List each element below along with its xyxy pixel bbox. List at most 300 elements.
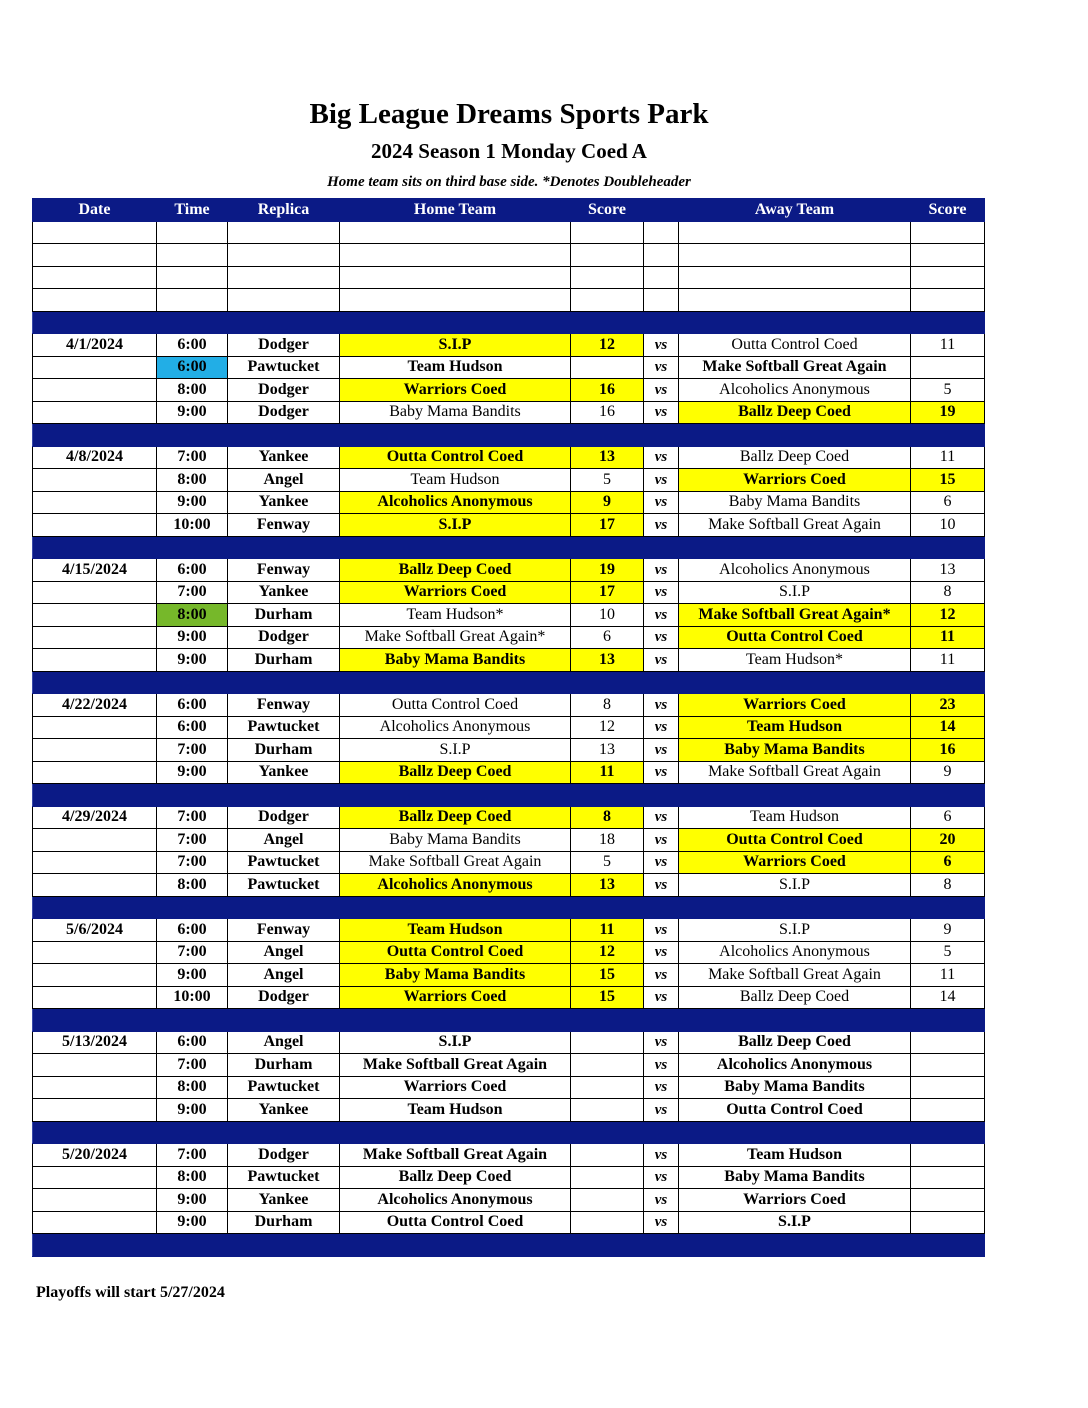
game-field: Pawtucket bbox=[228, 1076, 340, 1099]
game-time: 7:00 bbox=[157, 941, 228, 964]
column-header-replica: Replica bbox=[228, 199, 340, 222]
game-time: 8:00 bbox=[157, 379, 228, 402]
home-score: 10 bbox=[571, 604, 644, 627]
away-team: Team Hudson* bbox=[679, 649, 911, 672]
separator-cell bbox=[644, 896, 679, 919]
away-team: Alcoholics Anonymous bbox=[679, 379, 911, 402]
home-score: 6 bbox=[571, 626, 644, 649]
vs-label: vs bbox=[644, 626, 679, 649]
vs-label: vs bbox=[644, 851, 679, 874]
home-team: Ballz Deep Coed bbox=[340, 559, 571, 582]
game-date bbox=[33, 1166, 157, 1189]
separator-cell bbox=[679, 1121, 911, 1144]
home-team: Warriors Coed bbox=[340, 581, 571, 604]
away-score: 16 bbox=[911, 739, 985, 762]
game-time: 7:00 bbox=[157, 1144, 228, 1167]
blank-cell bbox=[571, 289, 644, 312]
table-row bbox=[33, 941, 985, 964]
separator-cell bbox=[33, 424, 157, 447]
away-team: Baby Mama Bandits bbox=[679, 1076, 911, 1099]
blank-cell bbox=[33, 266, 157, 289]
blank-cell bbox=[644, 289, 679, 312]
away-score: 6 bbox=[911, 491, 985, 514]
blank-row bbox=[33, 221, 985, 244]
week-separator-row bbox=[33, 424, 985, 447]
vs-label: vs bbox=[644, 356, 679, 379]
separator-cell bbox=[340, 896, 571, 919]
game-field: Dodger bbox=[228, 986, 340, 1009]
game-date: 5/6/2024 bbox=[33, 919, 157, 942]
table-row bbox=[33, 716, 985, 739]
away-score: 8 bbox=[911, 874, 985, 897]
away-score: 5 bbox=[911, 379, 985, 402]
game-date bbox=[33, 514, 157, 537]
separator-cell bbox=[571, 311, 644, 334]
separator-cell bbox=[571, 424, 644, 447]
separator-cell bbox=[911, 784, 985, 807]
vs-label: vs bbox=[644, 469, 679, 492]
separator-cell bbox=[33, 1121, 157, 1144]
home-score bbox=[571, 1054, 644, 1077]
away-score: 9 bbox=[911, 761, 985, 784]
game-field: Dodger bbox=[228, 1144, 340, 1167]
away-score bbox=[911, 1211, 985, 1234]
game-date bbox=[33, 986, 157, 1009]
separator-cell bbox=[33, 896, 157, 919]
game-time: 7:00 bbox=[157, 581, 228, 604]
away-team: S.I.P bbox=[679, 874, 911, 897]
separator-cell bbox=[228, 424, 340, 447]
game-field: Pawtucket bbox=[228, 1166, 340, 1189]
game-time: 7:00 bbox=[157, 829, 228, 852]
game-field: Dodger bbox=[228, 379, 340, 402]
away-score: 10 bbox=[911, 514, 985, 537]
separator-cell bbox=[33, 311, 157, 334]
away-score bbox=[911, 1076, 985, 1099]
blank-row bbox=[33, 244, 985, 267]
playoffs-note: Playoffs will start 5/27/2024 bbox=[36, 1284, 225, 1301]
away-team: Outta Control Coed bbox=[679, 1099, 911, 1122]
blank-cell bbox=[644, 266, 679, 289]
game-time: 9:00 bbox=[157, 1099, 228, 1122]
blank-cell bbox=[571, 266, 644, 289]
separator-cell bbox=[644, 536, 679, 559]
game-date bbox=[33, 941, 157, 964]
away-team: Make Softball Great Again bbox=[679, 761, 911, 784]
game-date bbox=[33, 1099, 157, 1122]
away-team: Make Softball Great Again* bbox=[679, 604, 911, 627]
table-row bbox=[33, 964, 985, 987]
column-header-date: Date bbox=[33, 199, 157, 222]
blank-cell bbox=[228, 266, 340, 289]
separator-cell bbox=[644, 784, 679, 807]
home-team: Outta Control Coed bbox=[340, 446, 571, 469]
game-time: 9:00 bbox=[157, 1211, 228, 1234]
home-score bbox=[571, 1189, 644, 1212]
blank-cell bbox=[157, 244, 228, 267]
table-row bbox=[33, 401, 985, 424]
game-date bbox=[33, 851, 157, 874]
blank-cell bbox=[644, 244, 679, 267]
blank-cell bbox=[340, 221, 571, 244]
away-score bbox=[911, 1099, 985, 1122]
game-field: Yankee bbox=[228, 1099, 340, 1122]
separator-cell bbox=[157, 536, 228, 559]
game-field: Fenway bbox=[228, 514, 340, 537]
away-team: Ballz Deep Coed bbox=[679, 401, 911, 424]
separator-cell bbox=[911, 896, 985, 919]
home-team: Alcoholics Anonymous bbox=[340, 874, 571, 897]
week-separator-row bbox=[33, 1121, 985, 1144]
separator-cell bbox=[571, 1234, 644, 1257]
blank-row bbox=[33, 266, 985, 289]
game-date: 5/13/2024 bbox=[33, 1031, 157, 1054]
separator-cell bbox=[679, 671, 911, 694]
home-score: 8 bbox=[571, 694, 644, 717]
blank-cell bbox=[340, 244, 571, 267]
separator-cell bbox=[571, 1121, 644, 1144]
blank-cell bbox=[911, 221, 985, 244]
table-row bbox=[33, 1211, 985, 1234]
column-header-home-team: Home Team bbox=[340, 199, 571, 222]
table-row bbox=[33, 604, 985, 627]
away-score: 11 bbox=[911, 649, 985, 672]
game-date bbox=[33, 964, 157, 987]
home-team: S.I.P bbox=[340, 334, 571, 357]
week-separator-row bbox=[33, 1009, 985, 1032]
away-team: S.I.P bbox=[679, 919, 911, 942]
home-team: S.I.P bbox=[340, 739, 571, 762]
away-team: S.I.P bbox=[679, 1211, 911, 1234]
away-score bbox=[911, 1189, 985, 1212]
vs-label: vs bbox=[644, 514, 679, 537]
away-team: Team Hudson bbox=[679, 806, 911, 829]
game-time: 10:00 bbox=[157, 514, 228, 537]
home-score: 15 bbox=[571, 964, 644, 987]
away-score bbox=[911, 356, 985, 379]
home-team: Make Softball Great Again bbox=[340, 1054, 571, 1077]
game-time: 8:00 bbox=[157, 1076, 228, 1099]
game-time: 6:00 bbox=[157, 1031, 228, 1054]
away-team: Ballz Deep Coed bbox=[679, 986, 911, 1009]
game-time: 9:00 bbox=[157, 401, 228, 424]
home-team: Outta Control Coed bbox=[340, 1211, 571, 1234]
home-score: 5 bbox=[571, 851, 644, 874]
game-field: Fenway bbox=[228, 919, 340, 942]
table-row bbox=[33, 649, 985, 672]
game-date bbox=[33, 626, 157, 649]
week-separator-row bbox=[33, 896, 985, 919]
home-score: 9 bbox=[571, 491, 644, 514]
game-date bbox=[33, 604, 157, 627]
table-header-row bbox=[33, 199, 985, 222]
away-score: 23 bbox=[911, 694, 985, 717]
vs-label: vs bbox=[644, 1099, 679, 1122]
game-field: Pawtucket bbox=[228, 851, 340, 874]
game-field: Angel bbox=[228, 469, 340, 492]
away-score: 8 bbox=[911, 581, 985, 604]
blank-cell bbox=[157, 266, 228, 289]
game-date: 5/20/2024 bbox=[33, 1144, 157, 1167]
away-team: Alcoholics Anonymous bbox=[679, 559, 911, 582]
home-score: 18 bbox=[571, 829, 644, 852]
game-date bbox=[33, 1211, 157, 1234]
away-score: 20 bbox=[911, 829, 985, 852]
away-score: 14 bbox=[911, 986, 985, 1009]
schedule-body bbox=[33, 221, 985, 1256]
game-date bbox=[33, 356, 157, 379]
home-team: Team Hudson bbox=[340, 1099, 571, 1122]
home-team: Alcoholics Anonymous bbox=[340, 1189, 571, 1212]
table-row bbox=[33, 514, 985, 537]
game-date: 4/8/2024 bbox=[33, 446, 157, 469]
separator-cell bbox=[33, 1009, 157, 1032]
table-row bbox=[33, 356, 985, 379]
separator-cell bbox=[644, 671, 679, 694]
home-score: 16 bbox=[571, 379, 644, 402]
game-time: 8:00 bbox=[157, 1166, 228, 1189]
game-field: Pawtucket bbox=[228, 716, 340, 739]
home-team: Warriors Coed bbox=[340, 379, 571, 402]
away-team: Ballz Deep Coed bbox=[679, 1031, 911, 1054]
separator-cell bbox=[679, 896, 911, 919]
away-team: Alcoholics Anonymous bbox=[679, 1054, 911, 1077]
blank-cell bbox=[911, 289, 985, 312]
home-score: 17 bbox=[571, 581, 644, 604]
game-field: Yankee bbox=[228, 446, 340, 469]
vs-label: vs bbox=[644, 806, 679, 829]
separator-cell bbox=[33, 671, 157, 694]
away-team: S.I.P bbox=[679, 581, 911, 604]
vs-label: vs bbox=[644, 761, 679, 784]
game-time: 9:00 bbox=[157, 1189, 228, 1212]
away-score: 11 bbox=[911, 626, 985, 649]
game-date bbox=[33, 491, 157, 514]
game-field: Fenway bbox=[228, 694, 340, 717]
away-score: 11 bbox=[911, 446, 985, 469]
away-team: Outta Control Coed bbox=[679, 334, 911, 357]
blank-cell bbox=[33, 244, 157, 267]
separator-cell bbox=[679, 536, 911, 559]
vs-label: vs bbox=[644, 1166, 679, 1189]
game-time: 6:00 bbox=[157, 919, 228, 942]
game-time: 6:00 bbox=[157, 716, 228, 739]
game-date bbox=[33, 761, 157, 784]
blank-cell bbox=[571, 221, 644, 244]
separator-cell bbox=[157, 1009, 228, 1032]
vs-label: vs bbox=[644, 649, 679, 672]
week-separator-row bbox=[33, 784, 985, 807]
separator-cell bbox=[911, 424, 985, 447]
separator-cell bbox=[571, 1009, 644, 1032]
game-field: Angel bbox=[228, 964, 340, 987]
table-row bbox=[33, 806, 985, 829]
away-score: 12 bbox=[911, 604, 985, 627]
column-header-away-score: Score bbox=[911, 199, 985, 222]
game-time: 7:00 bbox=[157, 806, 228, 829]
vs-label: vs bbox=[644, 739, 679, 762]
away-score: 5 bbox=[911, 941, 985, 964]
away-score: 15 bbox=[911, 469, 985, 492]
vs-label: vs bbox=[644, 559, 679, 582]
separator-cell bbox=[340, 1009, 571, 1032]
vs-label: vs bbox=[644, 829, 679, 852]
page-title: Big League Dreams Sports Park bbox=[309, 98, 709, 130]
separator-cell bbox=[228, 1234, 340, 1257]
separator-cell bbox=[157, 424, 228, 447]
game-time: 7:00 bbox=[157, 739, 228, 762]
vs-label: vs bbox=[644, 694, 679, 717]
game-date bbox=[33, 1189, 157, 1212]
game-time: 9:00 bbox=[157, 761, 228, 784]
separator-cell bbox=[911, 1234, 985, 1257]
table-row bbox=[33, 1189, 985, 1212]
game-date bbox=[33, 739, 157, 762]
away-score: 13 bbox=[911, 559, 985, 582]
home-team: Outta Control Coed bbox=[340, 941, 571, 964]
game-date bbox=[33, 401, 157, 424]
vs-label: vs bbox=[644, 1189, 679, 1212]
table-row bbox=[33, 874, 985, 897]
game-date bbox=[33, 581, 157, 604]
game-field: Yankee bbox=[228, 1189, 340, 1212]
separator-cell bbox=[157, 1234, 228, 1257]
game-field: Yankee bbox=[228, 761, 340, 784]
home-score: 13 bbox=[571, 446, 644, 469]
blank-cell bbox=[340, 289, 571, 312]
table-row bbox=[33, 1076, 985, 1099]
game-date bbox=[33, 649, 157, 672]
game-field: Angel bbox=[228, 941, 340, 964]
separator-cell bbox=[33, 784, 157, 807]
game-date bbox=[33, 469, 157, 492]
separator-cell bbox=[644, 424, 679, 447]
blank-cell bbox=[228, 221, 340, 244]
table-row bbox=[33, 334, 985, 357]
home-score bbox=[571, 1211, 644, 1234]
column-header-home-score: Score bbox=[571, 199, 644, 222]
home-score bbox=[571, 1144, 644, 1167]
away-team: Make Softball Great Again bbox=[679, 964, 911, 987]
separator-cell bbox=[33, 1234, 157, 1257]
game-time: 6:00 bbox=[157, 694, 228, 717]
home-score: 12 bbox=[571, 716, 644, 739]
separator-cell bbox=[228, 536, 340, 559]
blank-cell bbox=[340, 266, 571, 289]
separator-cell bbox=[571, 784, 644, 807]
home-score bbox=[571, 1076, 644, 1099]
vs-label: vs bbox=[644, 941, 679, 964]
game-time: 7:00 bbox=[157, 851, 228, 874]
game-date bbox=[33, 716, 157, 739]
away-team: Warriors Coed bbox=[679, 1189, 911, 1212]
game-time: 6:00 bbox=[157, 356, 228, 379]
separator-cell bbox=[911, 536, 985, 559]
away-team: Warriors Coed bbox=[679, 469, 911, 492]
separator-cell bbox=[679, 311, 911, 334]
away-team: Make Softball Great Again bbox=[679, 356, 911, 379]
table-row bbox=[33, 626, 985, 649]
blank-cell bbox=[157, 289, 228, 312]
game-date bbox=[33, 874, 157, 897]
schedule-table bbox=[32, 198, 985, 1257]
week-separator-row bbox=[33, 671, 985, 694]
home-team: Alcoholics Anonymous bbox=[340, 491, 571, 514]
away-score bbox=[911, 1166, 985, 1189]
game-time: 9:00 bbox=[157, 626, 228, 649]
home-team: Alcoholics Anonymous bbox=[340, 716, 571, 739]
blank-cell bbox=[228, 244, 340, 267]
blank-cell bbox=[33, 289, 157, 312]
game-field: Durham bbox=[228, 649, 340, 672]
game-field: Durham bbox=[228, 739, 340, 762]
game-time: 9:00 bbox=[157, 491, 228, 514]
blank-cell bbox=[679, 266, 911, 289]
home-score: 13 bbox=[571, 739, 644, 762]
home-team: S.I.P bbox=[340, 514, 571, 537]
separator-cell bbox=[571, 896, 644, 919]
home-score bbox=[571, 1099, 644, 1122]
vs-label: vs bbox=[644, 1211, 679, 1234]
blank-cell bbox=[679, 244, 911, 267]
away-score bbox=[911, 1031, 985, 1054]
home-team: Team Hudson bbox=[340, 356, 571, 379]
home-score bbox=[571, 1031, 644, 1054]
game-field: Durham bbox=[228, 1054, 340, 1077]
away-team: Ballz Deep Coed bbox=[679, 446, 911, 469]
game-field: Pawtucket bbox=[228, 874, 340, 897]
vs-label: vs bbox=[644, 334, 679, 357]
game-field: Durham bbox=[228, 1211, 340, 1234]
vs-label: vs bbox=[644, 986, 679, 1009]
away-team: Alcoholics Anonymous bbox=[679, 941, 911, 964]
away-score: 6 bbox=[911, 806, 985, 829]
blank-cell bbox=[157, 221, 228, 244]
away-score: 9 bbox=[911, 919, 985, 942]
separator-cell bbox=[644, 1121, 679, 1144]
vs-label: vs bbox=[644, 491, 679, 514]
blank-cell bbox=[228, 289, 340, 312]
game-time: 6:00 bbox=[157, 559, 228, 582]
separator-cell bbox=[911, 1121, 985, 1144]
game-time: 6:00 bbox=[157, 334, 228, 357]
home-score: 17 bbox=[571, 514, 644, 537]
separator-cell bbox=[679, 424, 911, 447]
separator-cell bbox=[340, 1121, 571, 1144]
separator-cell bbox=[644, 1234, 679, 1257]
table-row bbox=[33, 1166, 985, 1189]
home-team: Ballz Deep Coed bbox=[340, 806, 571, 829]
away-team: Baby Mama Bandits bbox=[679, 491, 911, 514]
home-score: 13 bbox=[571, 874, 644, 897]
vs-label: vs bbox=[644, 379, 679, 402]
game-time: 9:00 bbox=[157, 649, 228, 672]
column-header-away-team: Away Team bbox=[679, 199, 911, 222]
table-row bbox=[33, 559, 985, 582]
game-time: 8:00 bbox=[157, 604, 228, 627]
separator-cell bbox=[340, 536, 571, 559]
table-row bbox=[33, 919, 985, 942]
home-team: Team Hudson bbox=[340, 919, 571, 942]
away-score bbox=[911, 1144, 985, 1167]
game-field: Angel bbox=[228, 1031, 340, 1054]
home-score: 12 bbox=[571, 941, 644, 964]
away-team: Team Hudson bbox=[679, 716, 911, 739]
table-row bbox=[33, 1054, 985, 1077]
blank-cell bbox=[33, 221, 157, 244]
vs-label: vs bbox=[644, 716, 679, 739]
separator-cell bbox=[571, 671, 644, 694]
